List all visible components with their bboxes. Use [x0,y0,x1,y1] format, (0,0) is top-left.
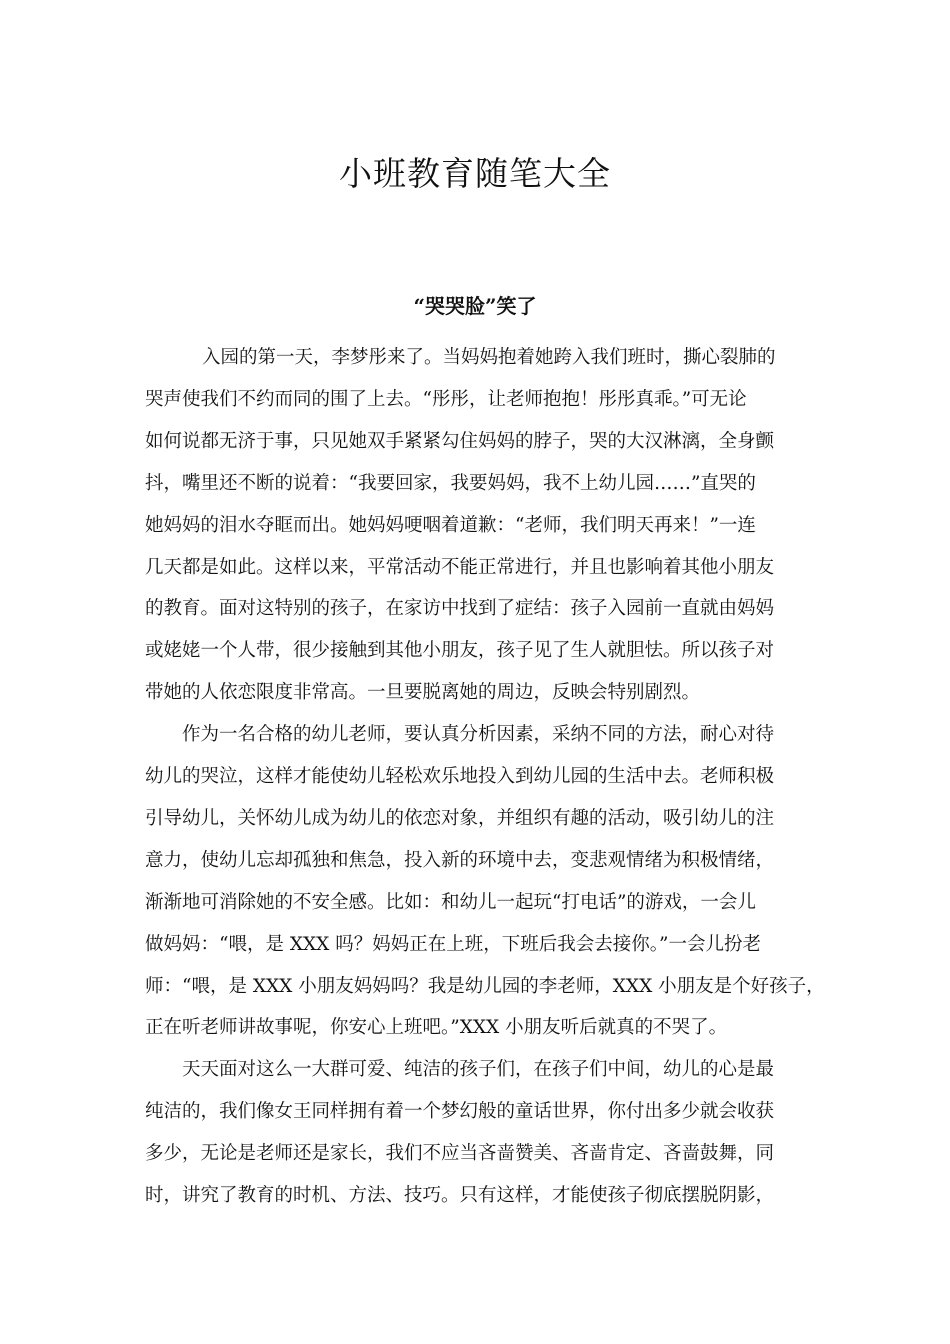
body-line: 几天都是如此。这样以来，平常活动不能正常进行，并且也影响着其他小朋友 [145,556,775,578]
body-line: 师：“喂，是 XXX 小朋友妈妈吗？我是幼儿园的李老师，XXX 小朋友是个好孩子， [145,975,825,997]
body-line: 入园的第一天，李梦彤来了。当妈妈抱着她跨入我们班时，撕心裂肺的 [202,347,776,368]
document-title: 小班教育随笔大全 [339,154,611,194]
section-title: “哭哭脸”笑了 [413,293,537,318]
body-line: 带她的人依恋限度非常高。一旦要脱离她的周边，反映会特别剧烈。 [145,682,701,704]
body-line: 幼儿的哭泣，这样才能使幼儿轻松欢乐地投入到幼儿园的生活中去。老师积极 [145,766,775,787]
body-line: 哭声使我们不约而同的围了上去。“彤彤，让老师抱抱！彤彤真乖。”可无论 [145,388,747,410]
body-line: 做妈妈：“喂，是 XXX 吗？妈妈正在上班，下班后我会去接你。”一会儿扮老 [145,933,761,955]
body-line: 时，讲究了教育的时机、方法、技巧。只有这样，才能使孩子彻底摆脱阴影， [145,1185,775,1206]
body-line: 天天面对这么一大群可爱、纯洁的孩子们，在孩子们中间，幼儿的心是最 [182,1059,775,1081]
body-line: 或姥姥一个人带，很少接触到其他小朋友，孩子见了生人就胆怯。所以孩子对 [145,640,775,662]
body-line: 渐渐地可消除她的不安全感。比如：和幼儿一起玩“打电话”的游戏，一会儿 [145,891,756,913]
body-line: 的教育。面对这特别的孩子，在家访中找到了症结：孩子入园前一直就由妈妈 [145,598,775,620]
body-line: 纯洁的，我们像女王同样拥有着一个梦幻般的童话世界，你付出多少就会收获 [145,1101,775,1123]
body-line: 抖，嘴里还不断的说着：“我要回家，我要妈妈，我不上幼儿园……”直哭的 [145,472,756,494]
body-line: 引导幼儿，关怀幼儿成为幼儿的依恋对象，并组织有趣的活动，吸引幼儿的注 [145,807,775,829]
body-line: 作为一名合格的幼儿老师，要认真分析因素，采纳不同的方法，耐心对待 [182,724,775,746]
body-line: 她妈妈的泪水夺眶而出。她妈妈哽咽着道歉：“老师，我们明天再来！”一连 [145,514,756,536]
body-line: 如何说都无济于事，只见她双手紧紧勾住妈妈的脖子，哭的大汉淋漓，全身颤 [145,430,775,452]
body-line: 多少，无论是老师还是家长，我们不应当吝啬赞美、吝啬肯定、吝啬鼓舞，同 [145,1143,775,1165]
body-line: 意力，使幼儿忘却孤独和焦急，投入新的环境中去，变悲观情绪为积极情绪， [145,849,775,871]
body-line: 正在听老师讲故事呢，你安心上班吧。”XXX 小朋友听后就真的不哭了。 [145,1017,728,1039]
